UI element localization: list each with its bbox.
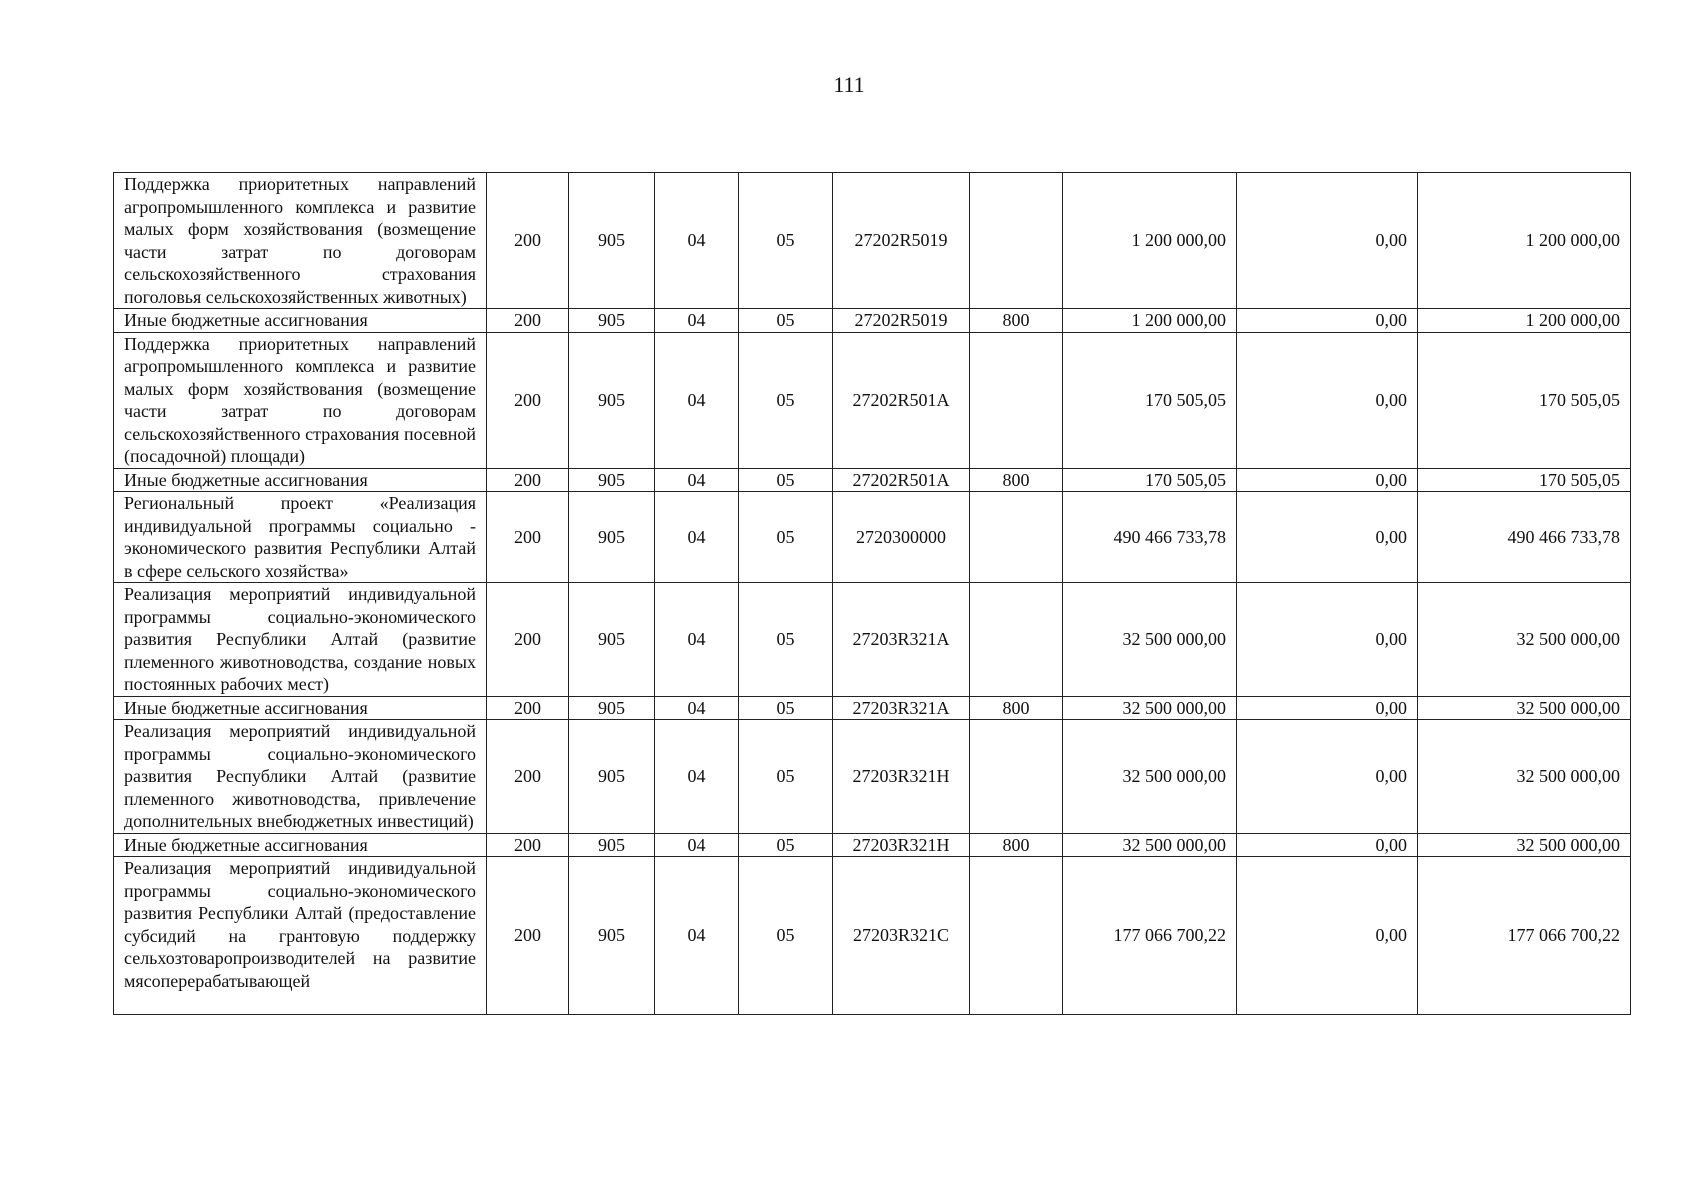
cell-expense-type [970, 583, 1063, 697]
row-name [114, 857, 487, 1015]
cell-c3: 04 [655, 309, 739, 333]
cell-sum-1: 32 500 000,00 [1063, 833, 1237, 857]
cell-sum-3: 490 466 733,78 [1418, 492, 1631, 583]
cell-c1: 200 [487, 583, 569, 697]
cell-sum-2: 0,00 [1237, 492, 1418, 583]
cell-sum-2: 0,00 [1237, 833, 1418, 857]
cell-sum-1: 177 066 700,22 [1063, 857, 1237, 1015]
cell-sum-3: 32 500 000,00 [1418, 720, 1631, 834]
cell-expense-type: 800 [970, 468, 1063, 492]
cell-sum-2: 0,00 [1237, 857, 1418, 1015]
page-number: 111 [833, 72, 865, 97]
cell-target-code: 27203R321Н [833, 720, 970, 834]
cell-sum-3: 32 500 000,00 [1418, 833, 1631, 857]
cell-c3: 04 [655, 696, 739, 720]
cell-target-code: 27203R321С [833, 857, 970, 1015]
cell-sum-1: 490 466 733,78 [1063, 492, 1237, 583]
cell-c2: 905 [569, 583, 655, 697]
cell-sum-2: 0,00 [1237, 720, 1418, 834]
cell-c2: 905 [569, 833, 655, 857]
cell-c2: 905 [569, 857, 655, 1015]
cell-c4: 05 [739, 468, 833, 492]
cell-c1: 200 [487, 720, 569, 834]
cell-expense-type [970, 173, 1063, 309]
table-row [114, 492, 1631, 583]
cell-expense-type [970, 492, 1063, 583]
cell-sum-2: 0,00 [1237, 583, 1418, 697]
cell-c4: 05 [739, 833, 833, 857]
cell-expense-type [970, 857, 1063, 1015]
cell-c2: 905 [569, 332, 655, 468]
table-row [114, 173, 1631, 309]
cell-c4: 05 [739, 173, 833, 309]
cell-c2: 905 [569, 696, 655, 720]
table-row [114, 332, 1631, 468]
table-row [114, 696, 1631, 720]
table-row [114, 309, 1631, 333]
table-row [114, 857, 1631, 1015]
cell-target-code: 27203R321A [833, 583, 970, 697]
cell-target-code: 27203R321A [833, 696, 970, 720]
row-name: Иные бюджетные ассигнования [114, 833, 487, 857]
cell-c1: 200 [487, 468, 569, 492]
row-name: Поддержка приоритетных направлений агропромышленного комплекса и развитие малых форм хозяйствования (возмещение части затрат по договорам сельскохозяйственного страхования поголовья сельскохозяйственных животных) [114, 173, 487, 309]
table-row [114, 720, 1631, 834]
cell-c3: 04 [655, 833, 739, 857]
cell-c1: 200 [487, 173, 569, 309]
cell-c2: 905 [569, 309, 655, 333]
row-name: Реализация мероприятий индивидуальной программы социально-экономического развития Республики Алтай (развитие племенного животноводства, привлечение дополнительных внебюджетных инвестиций) [114, 720, 487, 834]
table-row [114, 468, 1631, 492]
cell-c4: 05 [739, 309, 833, 333]
cell-sum-3: 177 066 700,22 [1418, 857, 1631, 1015]
cell-sum-1: 1 200 000,00 [1063, 309, 1237, 333]
cell-c1: 200 [487, 332, 569, 468]
cell-target-code: 27203R321Н [833, 833, 970, 857]
cell-c4: 05 [739, 720, 833, 834]
cell-c1: 200 [487, 857, 569, 1015]
cell-c1: 200 [487, 696, 569, 720]
cell-c4: 05 [739, 857, 833, 1015]
cell-expense-type [970, 720, 1063, 834]
cell-sum-3: 32 500 000,00 [1418, 583, 1631, 697]
cell-target-code: 27202R501A [833, 468, 970, 492]
cell-sum-3: 1 200 000,00 [1418, 173, 1631, 309]
cell-sum-3: 32 500 000,00 [1418, 696, 1631, 720]
row-name: Иные бюджетные ассигнования [114, 468, 487, 492]
cell-sum-3: 170 505,05 [1418, 332, 1631, 468]
row-name: Региональный проект «Реализация индивидуальной программы социально - экономического развития Республики Алтай в сфере сельского хозяйства» [114, 492, 487, 583]
cell-sum-1: 32 500 000,00 [1063, 583, 1237, 697]
cell-sum-1: 170 505,05 [1063, 468, 1237, 492]
cell-c3: 04 [655, 468, 739, 492]
cell-expense-type: 800 [970, 309, 1063, 333]
row-name-text: Реализация мероприятий индивидуальной программы социально-экономического развития Республики Алтай (предоставление субсидий на грантовую поддержку сельхозтоваропроизводителей на развитие мясоперерабатывающей [124, 858, 476, 991]
cell-c3: 04 [655, 857, 739, 1015]
cell-target-code: 27202R5019 [833, 309, 970, 333]
cell-c4: 05 [739, 696, 833, 720]
row-name: Реализация мероприятий индивидуальной программы социально-экономического развития Республики Алтай (развитие племенного животноводства, создание новых постоянных рабочих мест) [114, 583, 487, 697]
cell-sum-1: 32 500 000,00 [1063, 696, 1237, 720]
cell-c4: 05 [739, 332, 833, 468]
cell-target-code: 2720300000 [833, 492, 970, 583]
table-row [114, 833, 1631, 857]
cell-c2: 905 [569, 720, 655, 834]
cell-c1: 200 [487, 833, 569, 857]
cell-c4: 05 [739, 492, 833, 583]
cell-sum-1: 170 505,05 [1063, 332, 1237, 468]
row-name: Иные бюджетные ассигнования [114, 696, 487, 720]
cell-c3: 04 [655, 583, 739, 697]
cell-expense-type [970, 332, 1063, 468]
cell-c3: 04 [655, 720, 739, 834]
cell-c1: 200 [487, 492, 569, 583]
cell-sum-3: 170 505,05 [1418, 468, 1631, 492]
cell-c4: 05 [739, 583, 833, 697]
cell-c2: 905 [569, 468, 655, 492]
cell-sum-2: 0,00 [1237, 332, 1418, 468]
cell-sum-3: 1 200 000,00 [1418, 309, 1631, 333]
cell-expense-type: 800 [970, 833, 1063, 857]
cell-sum-2: 0,00 [1237, 468, 1418, 492]
cell-sum-2: 0,00 [1237, 309, 1418, 333]
cell-sum-2: 0,00 [1237, 696, 1418, 720]
table-body [114, 173, 1631, 1015]
cell-sum-2: 0,00 [1237, 173, 1418, 309]
cell-c3: 04 [655, 492, 739, 583]
cell-c2: 905 [569, 492, 655, 583]
row-name: Иные бюджетные ассигнования [114, 309, 487, 333]
cell-target-code: 27202R501A [833, 332, 970, 468]
table-row [114, 583, 1631, 697]
budget-table [113, 172, 1631, 1015]
row-name: Поддержка приоритетных направлений агропромышленного комплекса и развитие малых форм хозяйствования (возмещение части затрат по договорам сельскохозяйственного страхования посевной (посадочной) площади) [114, 332, 487, 468]
cell-expense-type: 800 [970, 696, 1063, 720]
cell-sum-1: 32 500 000,00 [1063, 720, 1237, 834]
cell-c3: 04 [655, 332, 739, 468]
cell-c3: 04 [655, 173, 739, 309]
cell-sum-1: 1 200 000,00 [1063, 173, 1237, 309]
cell-c1: 200 [487, 309, 569, 333]
cell-c2: 905 [569, 173, 655, 309]
cell-target-code: 27202R5019 [833, 173, 970, 309]
